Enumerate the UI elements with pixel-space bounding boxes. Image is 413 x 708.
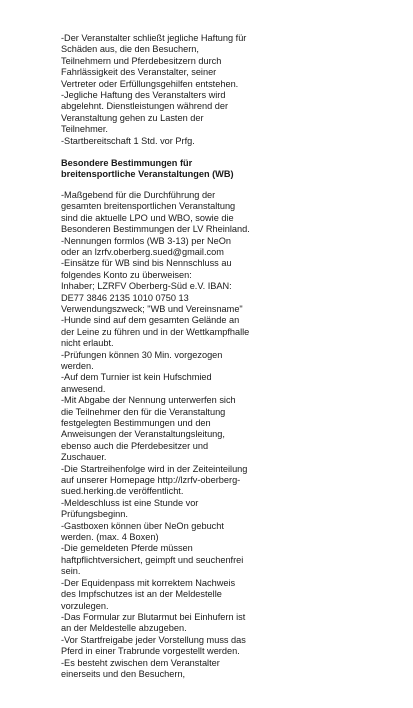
text-line: haftpflichtversichert, geimpft und seuchenfrei [61, 554, 244, 565]
text-line: -Gastboxen können über NeOn gebucht [61, 520, 224, 531]
liability-section [61, 33, 361, 147]
text-line: vorzulegen. [61, 600, 109, 611]
text-line: -Nennungen formlos (WB 3-13) per NeOn [61, 235, 232, 246]
text-line: an der Meldestelle abzugeben. [61, 623, 187, 634]
text-line: -Startbereitschaft 1 Std. vor Prfg. [61, 135, 195, 146]
text-line: -Mit Abgabe der Nennung unterwerfen sich [61, 395, 236, 406]
text-line: -Die gemeldeten Pferde müssen [61, 543, 193, 554]
text-line: nicht erlaubt. [61, 338, 114, 349]
text-line: ebenso auch die Pferdebesitzer und [61, 440, 209, 451]
heading-line: breitensportliche Veranstaltungen (WB) [61, 169, 234, 180]
section-heading [61, 158, 361, 181]
text-line: gesamten breitensportlichen Veranstaltung [61, 201, 236, 212]
text-column [61, 33, 361, 680]
text-line: Teilnehmern und Pferdebesitzern durch [61, 55, 222, 66]
text-line: Verwendungszweck; "WB und Vereinsname" [61, 303, 243, 314]
text-line: -Vor Startfreigabe jeder Vorstellung muss das [61, 634, 246, 645]
text-line: -Der Equidenpass mit korrektem Nachweis [61, 577, 236, 588]
text-line: Veranstaltung gehen zu Lasten der [61, 112, 204, 123]
text-line: werden. (max. 4 Boxen) [61, 532, 159, 543]
text-line: -Maßgebend für die Durchführung der [61, 189, 216, 200]
text-line: anwesend. [61, 383, 106, 394]
text-line: Fahrlässigkeit des Veranstalter, seiner [61, 67, 217, 78]
email-line: oder an lzrfv.oberberg.sued@gmail.com [61, 246, 224, 257]
text-line: -Die Startreihenfolge wird in der Zeiteinteilung [61, 463, 248, 474]
text-line: Prüfungsbeginn. [61, 509, 128, 520]
text-line: Teilnehmer. [61, 124, 108, 135]
text-line: -Auf dem Turnier ist kein Hufschmied [61, 372, 212, 383]
text-line: der Leine zu führen und in der Wettkampfhalle [61, 326, 250, 337]
url-line: auf unserer Homepage http://lzrfv-oberberg- [61, 475, 241, 486]
text-line: -Einsätze für WB sind bis Nennschluss au [61, 258, 232, 269]
text-line: -Das Formular zur Blutarmut bei Einhufern ist [61, 611, 246, 622]
text-line: einerseits und den Besuchern, [61, 668, 186, 679]
heading-line: Besondere Bestimmungen für [61, 158, 193, 169]
text-line: Pferd in einer Trabrunde vorgestellt werden. [61, 646, 240, 657]
text-line: -Hunde sind auf dem gesamten Gelände an [61, 315, 240, 326]
text-line: -Der Veranstalter schließt jegliche Haftung für [61, 33, 247, 43]
text-line: Zuschauer. [61, 452, 107, 463]
text-line: -Prüfungen können 30 Min. vorgezogen [61, 349, 223, 360]
text-line: werden. [61, 360, 94, 371]
text-line: abgelehnt. Dienstleistungen während der [61, 101, 229, 112]
text-line: Inhaber; LZRFV Oberberg-Süd e.V. IBAN: [61, 281, 232, 292]
url-line: sued.herking.de veröffentlicht. [61, 486, 184, 497]
text-line: festgelegten Bestimmungen und den [61, 418, 211, 428]
text-line: -Jegliche Haftung des Veranstalters wird [61, 90, 226, 101]
text-line: sein. [61, 566, 81, 577]
text-line: Schäden aus, die den Besuchern, [61, 44, 199, 55]
text-line: die Teilnehmer den für die Veranstaltung [61, 406, 226, 417]
text-line: -Meldeschluss ist eine Stunde vor [61, 497, 199, 508]
text-line: Vertreter oder Erfüllungsgehilfen entstehen. [61, 78, 239, 89]
spacer [61, 181, 361, 190]
text-line: -Es besteht zwischen dem Veranstalter [61, 657, 220, 668]
text-line: folgendes Konto zu überweisen: [61, 269, 192, 280]
wb-rules-section [61, 190, 361, 680]
iban-line: DE77 3846 2135 1010 0750 13 [61, 292, 189, 303]
text-line: Besonderen Bestimmungen der LV Rheinland. [61, 224, 250, 235]
text-line: des Impfschutzes ist an der Meldestelle [61, 589, 222, 600]
text-line: Anweisungen der Veranstaltungsleitung, [61, 429, 225, 440]
spacer [61, 147, 361, 158]
text-line: sind die aktuelle LPO und WBO, sowie die [61, 212, 234, 223]
